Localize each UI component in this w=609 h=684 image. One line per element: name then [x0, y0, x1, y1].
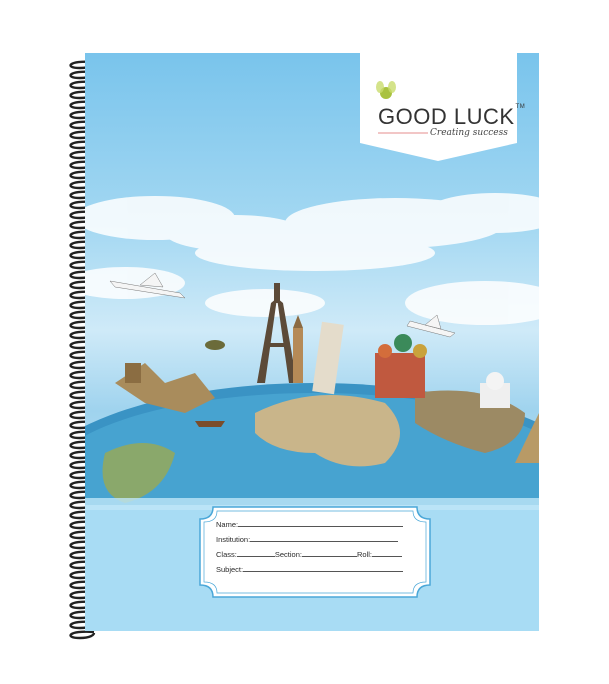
big-ben [293, 328, 303, 383]
brand-tagline: Creating success [430, 128, 508, 138]
clouds [85, 193, 539, 325]
spiral-coil [71, 632, 94, 638]
subject-field[interactable]: Subject: [216, 565, 403, 574]
boat [195, 421, 225, 427]
class-section-roll-field[interactable]: Class: Section: Roll: [216, 550, 402, 559]
brand-name: GOOD LUCK™ [378, 104, 526, 129]
name-field[interactable]: Name: [216, 520, 403, 529]
leaning-tower [312, 322, 344, 394]
st-basils-cathedral [375, 353, 425, 398]
institution-field[interactable]: Institution: [216, 535, 398, 544]
helicopter [205, 340, 225, 350]
